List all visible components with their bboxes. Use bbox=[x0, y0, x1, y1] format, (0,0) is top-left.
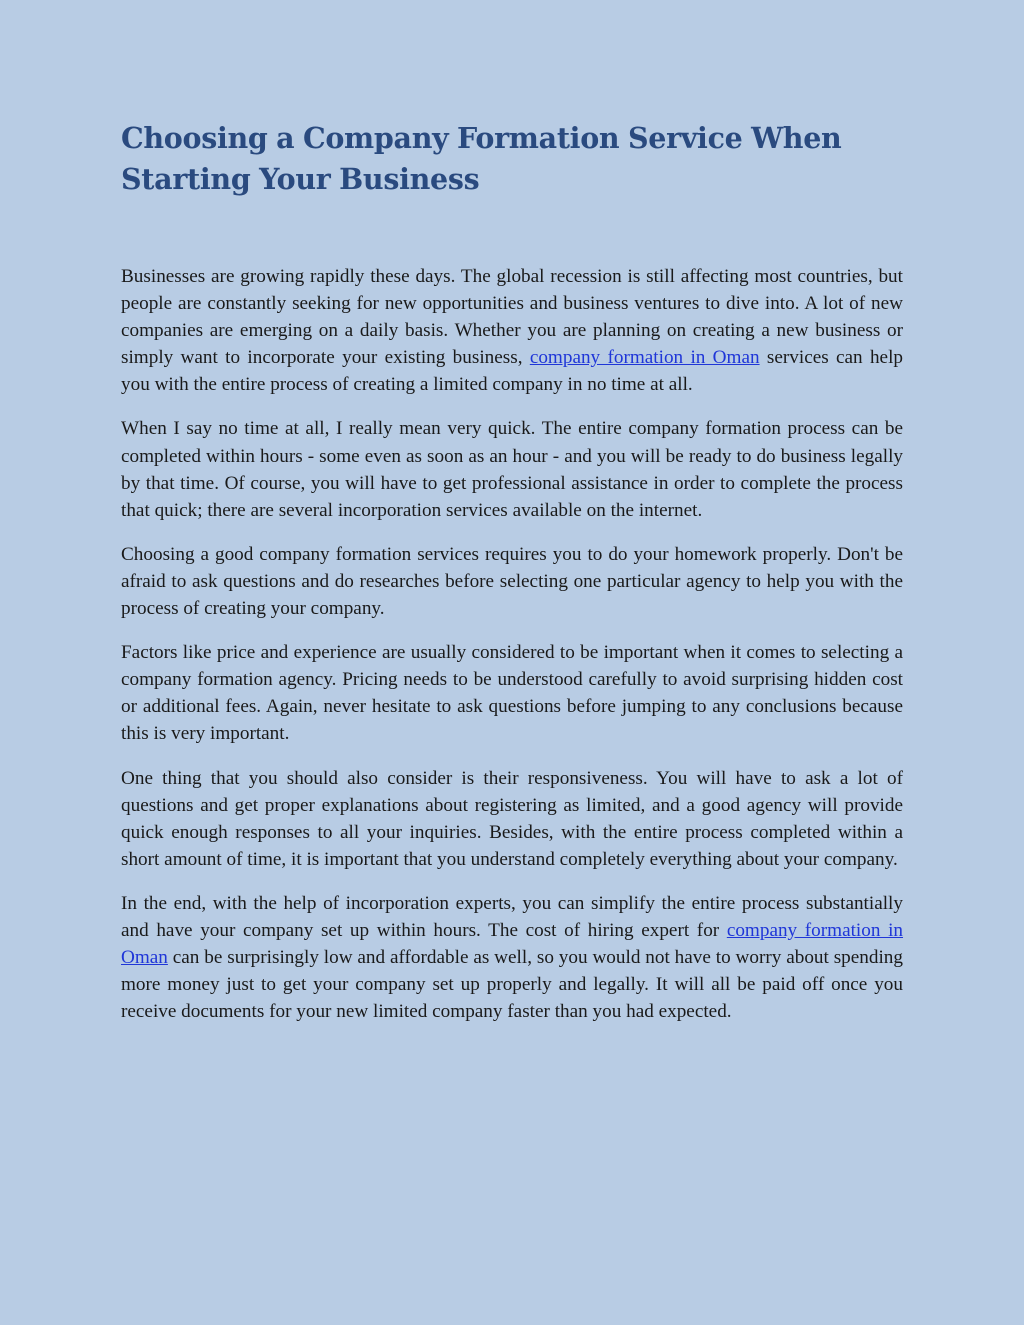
company-formation-oman-link-2[interactable]: company formation in Oman bbox=[121, 919, 904, 969]
paragraph-5: One thing that you should also consider is their responsiveness. You will have to ask a lot of questions and get proper explanations about registering as limited, and a good agency will provide quick enough responses to all your inquiries. Besides, with the entire process completed within a short amount of time, it is important that you understand completely everything about your company. bbox=[121, 767, 903, 870]
paragraph-1-text-before: Businesses are growing rapidly these days. The global recession is still affecting most countries, but people are constantly seeking for new opportunities and business ventures to dive into. A lot of new companies are emerging on a daily basis. Whether you are planning on creating a new business or simply want to incorporate your existing business, bbox=[121, 266, 903, 369]
paragraph-2: When I say no time at all, I really mean very quick. The entire company formation process can be completed within hours - some even as soon as an hour - and you will be ready to do business legally by that time. Of course, you will have to get professional assistance in order to complete the process that quick; there are several incorporation services available on the internet. bbox=[121, 418, 903, 521]
paragraph-1-text-after: services can help you with the entire process of creating a limited company in no time at all. bbox=[121, 347, 903, 396]
paragraph-3: Choosing a good company formation services requires you to do your homework properly. Don't be afraid to ask questions and do researches before selecting one particular agency to help you with the process of creating your company. bbox=[121, 543, 903, 620]
paragraph-6 bbox=[121, 890, 903, 1025]
company-formation-oman-link-1[interactable]: company formation in Oman bbox=[529, 347, 760, 369]
paragraph-4: Factors like price and experience are usually considered to be important when it comes to selecting a company formation agency. Pricing needs to be understood carefully to avoid surprising hidden cost or additional fees. Again, never hesitate to ask questions before jumping to any conclusions because this is very important. bbox=[121, 642, 903, 745]
document-title: Choosing a Company Formation Service When Starting Your Business bbox=[121, 121, 842, 196]
paragraph-6-text-after: can be surprisingly low and affordable as well, so you would not have to worry about spending more money just to get your company set up properly and legally. It will all be paid off once you receive documents for your new limited company faster than you had expected. bbox=[121, 947, 903, 1023]
paragraph-1 bbox=[121, 263, 903, 398]
document-page bbox=[121, 118, 903, 1042]
document-body bbox=[121, 263, 903, 1025]
paragraph-6-text-before: In the end, with the help of incorporation experts, you can simplify the entire process substantially and have your company set up within hours. The cost of hiring expert for bbox=[121, 892, 903, 941]
